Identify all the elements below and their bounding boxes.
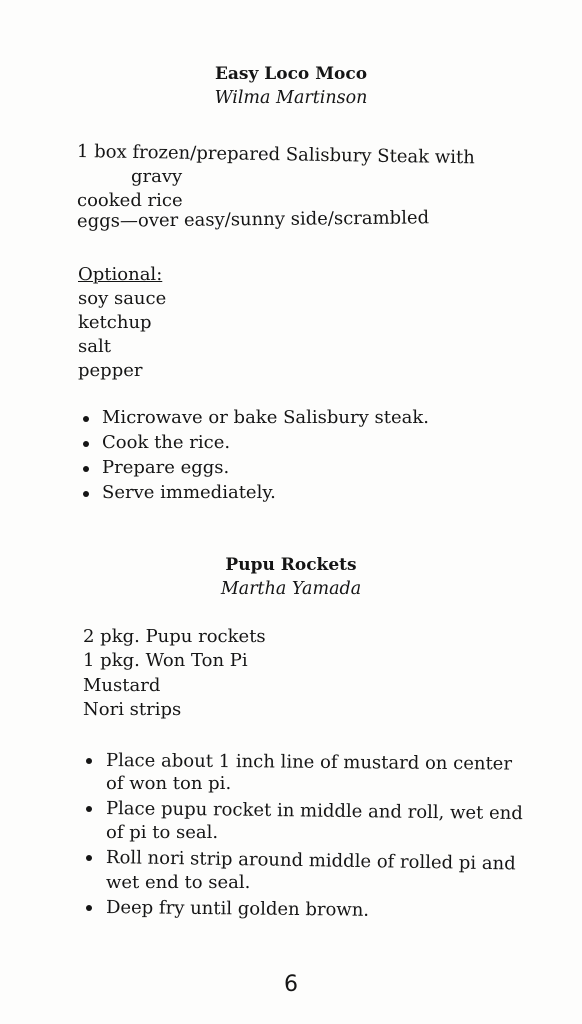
recipe-author: Wilma Martinson [214,88,368,108]
bullet-icon [86,806,92,812]
ingredient-line: 2 pkg. Pupu rockets [83,626,266,647]
step-text: wet end to seal. [106,872,251,893]
bullet-icon [86,855,92,861]
optional-item: pepper [78,360,143,381]
bullet-icon [83,466,89,472]
step-text: Place about 1 inch line of mustard on center [105,750,513,775]
optional-item: ketchup [78,312,152,333]
step-text: of pi to seal. [106,822,219,843]
step-text: Serve immediately. [102,482,276,503]
step-text: Roll nori strip around middle of rolled pi and [105,847,516,875]
recipe-title: Pupu Rockets [225,555,357,575]
ingredient-line: Nori strips [83,699,182,720]
optional-heading: Optional: [78,264,163,285]
ingredient-line: cooked rice [77,190,183,211]
optional-item: salt [78,336,111,357]
ingredient-line: 1 box frozen/prepared Salisbury Steak with [76,141,475,169]
ingredient-line: gravy [131,166,183,187]
bullet-icon [86,905,92,911]
bullet-icon [86,758,92,764]
step-text: Cook the rice. [102,432,231,453]
recipe-title: Easy Loco Moco [214,64,368,84]
ingredient-line: Mustard [83,675,161,696]
step-text: Deep fry until golden brown. [105,897,370,921]
recipe-author: Martha Yamada [220,579,362,599]
step-text: Place pupu rocket in middle and roll, wet end [105,798,523,825]
ingredient-line: 1 pkg. Won Ton Pi [83,650,248,671]
optional-item: soy sauce [78,288,167,309]
step-text: Microwave or bake Salisbury steak. [102,407,429,428]
bullet-icon [83,441,89,447]
bullet-icon [83,491,89,497]
step-text: of won ton pi. [106,773,232,794]
page-number: 6 [284,972,298,997]
bullet-icon [83,416,89,422]
ingredient-line: eggs—over easy/sunny side/scrambled [76,207,430,232]
step-text: Prepare eggs. [102,457,230,478]
